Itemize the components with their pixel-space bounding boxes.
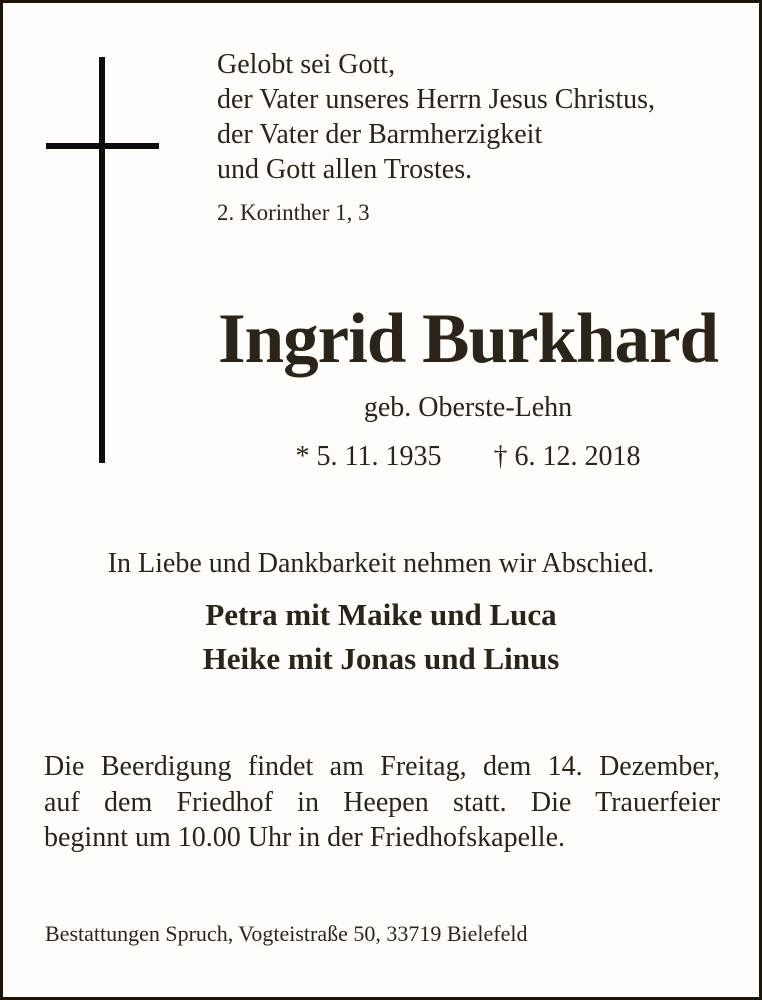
birth-date: * 5. 11. 1935 <box>295 441 442 472</box>
farewell-line: In Liebe und Dankbarkeit nehmen wir Abschied. <box>107 548 655 579</box>
death-date: † 6. 12. 2018 <box>493 441 641 472</box>
scripture-line: und Gott allen Trostes. <box>217 154 473 185</box>
funeral-info-line: beginnt um 10.00 Uhr in der Friedhofskapelle. <box>44 822 566 853</box>
cross-vertical-bar <box>99 57 105 463</box>
mourner-line: Petra mit Maike und Luca <box>205 597 557 632</box>
scripture-line: der Vater unseres Herrn Jesus Christus, <box>217 84 656 115</box>
funeral-info-line: Die Beerdigung findet am Freitag, dem 14. Dezember, <box>44 751 720 782</box>
scripture-line: Gelobt sei Gott, <box>217 49 396 80</box>
funeral-information <box>44 749 720 856</box>
deceased-name: Ingrid Burkhard <box>218 300 718 378</box>
maiden-name: geb. Oberste-Lehn <box>363 392 573 423</box>
funeral-home-address: Bestattungen Spruch, Vogteistraße 50, 33719 Bielefeld <box>45 921 528 946</box>
scripture-quote <box>217 47 655 227</box>
funeral-info-line: auf dem Friedhof in Heepen statt. Die Trauerfeier <box>44 786 720 818</box>
scripture-reference: 2. Korinther 1, 3 <box>217 200 370 225</box>
scripture-line: der Vater der Barmherzigkeit <box>217 119 543 150</box>
mourners-list <box>3 593 759 681</box>
life-dates <box>218 443 718 471</box>
cross-horizontal-bar <box>46 143 159 149</box>
mourner-line: Heike mit Jonas und Linus <box>202 641 560 676</box>
